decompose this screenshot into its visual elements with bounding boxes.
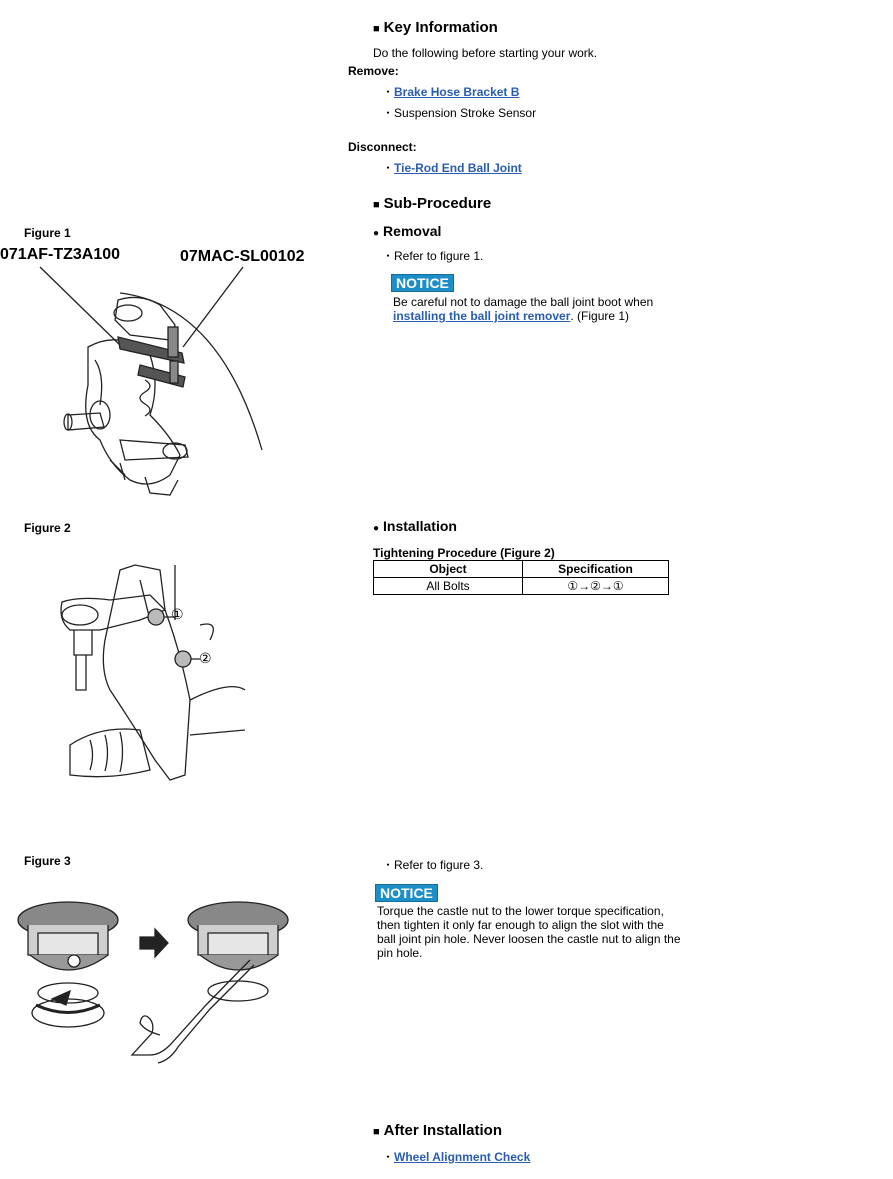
installing-ball-joint-remover-link[interactable]: installing the ball joint remover xyxy=(393,309,571,323)
tightening-table xyxy=(373,560,669,595)
table-cell-object: All Bolts xyxy=(374,578,523,595)
bullet-dot-icon: ● xyxy=(373,228,380,239)
table-cell-specification: ①→②→① xyxy=(523,578,669,595)
sub-procedure-heading: ■ Sub-Procedure xyxy=(373,195,492,212)
suspension-stroke-sensor-text: Suspension Stroke Sensor xyxy=(394,106,537,120)
heading-marker-icon: ■ xyxy=(373,1126,380,1138)
installation-step: ・Refer to figure 3. xyxy=(382,858,484,872)
removal-heading: ● Removal xyxy=(373,223,442,239)
figure2-callout-2: ② xyxy=(199,650,212,666)
brake-hose-bracket-link[interactable]: Brake Hose Bracket B xyxy=(394,85,520,99)
figure1-tool-a-label: 071AF-TZ3A100 xyxy=(0,246,121,263)
figure3-illustration xyxy=(10,895,300,1070)
heading-marker-icon: ■ xyxy=(373,199,380,211)
installation-heading: ● Installation xyxy=(373,518,457,534)
heading-marker-icon: ■ xyxy=(373,23,380,35)
table-header-specification: Specification xyxy=(523,561,669,578)
tie-rod-end-ball-joint-link[interactable]: Tie-Rod End Ball Joint xyxy=(394,161,522,175)
table-caption: Tightening Procedure (Figure 2) xyxy=(373,546,555,560)
figure1-tool-b-label: 07MAC-SL00102 xyxy=(180,248,305,265)
figure2-illustration xyxy=(40,560,255,785)
bullet-dot-icon: ● xyxy=(373,523,380,534)
figure2-label: Figure 2 xyxy=(24,521,71,535)
wheel-alignment-check-link[interactable]: Wheel Alignment Check xyxy=(394,1150,531,1164)
remove-item: ・Brake Hose Bracket B xyxy=(382,85,520,99)
table-row xyxy=(374,578,669,595)
notice-badge: NOTICE xyxy=(375,885,438,903)
key-information-intro: Do the following before starting your work. xyxy=(373,46,598,60)
key-information-heading: ■ Key Information xyxy=(373,19,498,36)
remove-label: Remove: xyxy=(348,64,399,78)
remove-item: ・Suspension Stroke Sensor xyxy=(382,106,537,120)
after-installation-item: ・Wheel Alignment Check xyxy=(382,1150,531,1164)
table-header-object: Object xyxy=(374,561,523,578)
after-installation-heading: ■ After Installation xyxy=(373,1122,503,1139)
disconnect-label: Disconnect: xyxy=(348,140,417,154)
installation-notice-text: Torque the castle nut to the lower torque specification, then tighten it only far enough to align the slot with the ball joint pin hole. Never loosen the castle nut to align the pin hole. xyxy=(377,904,681,960)
figure2-callout-1: ① xyxy=(171,606,184,622)
removal-notice-text: Be careful not to damage the ball joint boot when installing the ball joint remover. (Figure 1) xyxy=(393,295,654,323)
removal-step: ・Refer to figure 1. xyxy=(382,249,484,263)
notice-badge: NOTICE xyxy=(391,275,454,293)
disconnect-item: ・Tie-Rod End Ball Joint xyxy=(382,161,522,175)
figure1-label: Figure 1 xyxy=(24,226,71,240)
figure1-illustration xyxy=(0,265,300,505)
figure3-label: Figure 3 xyxy=(24,854,71,868)
